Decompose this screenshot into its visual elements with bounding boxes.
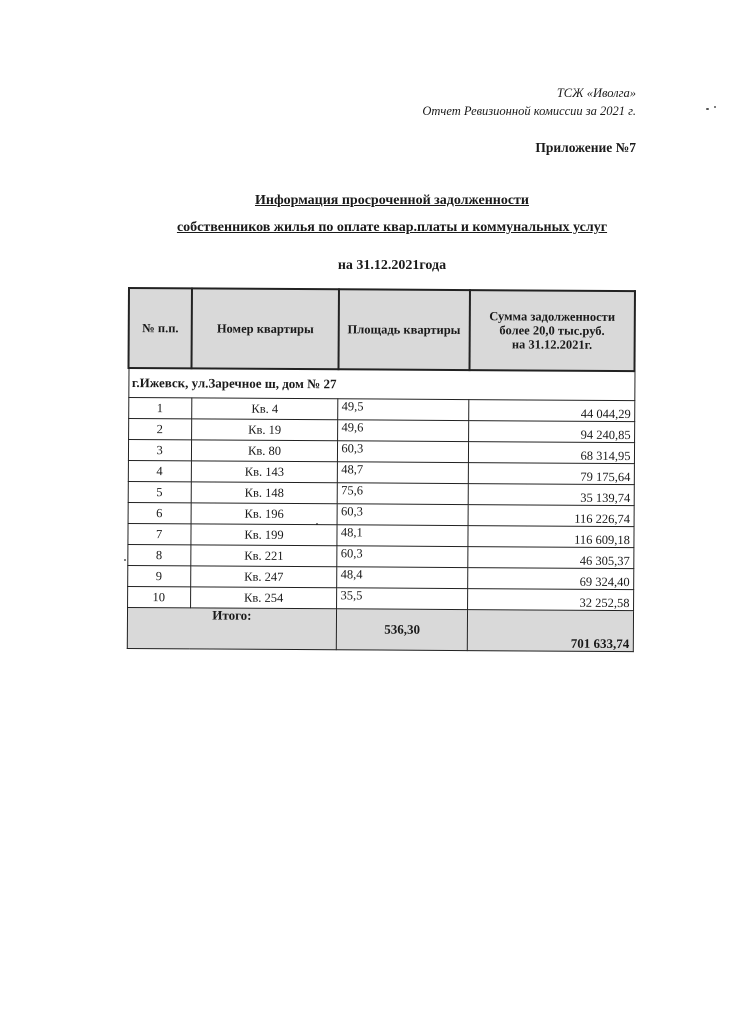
row-number: 5 [128,482,191,503]
row-apartment: Кв. 196 [191,503,338,525]
column-header-number: № п.п. [129,288,193,368]
row-area: 48,7 [338,462,469,484]
row-apartment: Кв. 19 [191,419,338,441]
row-number: 4 [128,461,191,482]
row-area: 48,4 [337,567,468,589]
row-number: 1 [128,398,191,419]
row-debt: 68 314,95 [469,442,634,464]
row-debt: 46 305,37 [468,547,633,569]
total-row [127,608,633,652]
total-label: Итого: [127,608,337,650]
row-area: 75,6 [338,483,469,505]
row-number: 10 [127,587,190,608]
row-apartment: Кв. 80 [191,440,338,462]
row-area: 60,3 [338,441,469,463]
row-debt: 44 044,29 [469,400,634,422]
address-cell: г.Ижевск, ул.Заречное ш, дом № 27 [128,368,634,401]
row-apartment: Кв. 148 [191,482,338,504]
row-apartment: Кв. 143 [191,461,338,483]
row-debt: 79 175,64 [468,463,633,485]
document-title-line-2: собственников жилья по оплате квар.платы и коммунальных услуг [176,220,608,235]
row-area: 48,1 [337,525,468,547]
row-debt: 35 139,74 [468,484,633,506]
row-number: 8 [127,545,190,566]
scan-speck [714,106,716,108]
column-header-debt-line-2: более 20,0 тыс.руб. [499,323,605,338]
debt-table [126,287,636,652]
column-header-debt-line-3: на 31.12.2021г. [511,337,593,352]
row-area: 60,3 [337,546,468,568]
column-header-area: Площадь квартиры [338,289,469,370]
address-row [128,368,634,401]
total-debt: 701 633,74 [467,610,633,652]
row-area: 49,6 [338,420,469,442]
column-header-apartment: Номер квартиры [192,288,339,369]
report-date: на 31.12.2021года [337,258,447,273]
row-apartment: Кв. 4 [191,398,338,420]
document-title-line-1: Информация просроченной задолженности [254,193,529,208]
row-apartment: Кв. 221 [191,545,338,567]
row-apartment: Кв. 199 [191,524,338,546]
row-number: 2 [128,419,191,440]
row-area: 49,5 [338,399,469,421]
row-debt: 116 226,74 [468,505,633,527]
row-number: 9 [127,566,190,587]
row-number: 7 [127,524,190,545]
organization-name: ТСЖ «Иволга» [556,86,636,100]
column-header-debt-line-1: Сумма задолженности [489,309,616,324]
row-number: 6 [128,503,191,524]
table-header-row [129,288,635,371]
row-debt: 116 609,18 [468,526,633,548]
row-debt: 69 324,40 [468,568,633,590]
appendix-label: Приложение №7 [535,140,636,155]
total-area: 536,30 [337,609,468,651]
row-debt: 32 252,58 [468,589,633,611]
row-debt: 94 240,85 [469,421,634,443]
row-number: 3 [128,440,191,461]
scan-speck [706,108,709,110]
report-title: Отчет Ревизионной комиссии за 2021 г. [422,104,636,118]
column-header-debt [469,290,635,371]
row-apartment: Кв. 247 [190,566,337,588]
row-area: 35,5 [337,588,468,610]
row-area: 60,3 [337,504,468,526]
row-apartment: Кв. 254 [190,587,337,609]
